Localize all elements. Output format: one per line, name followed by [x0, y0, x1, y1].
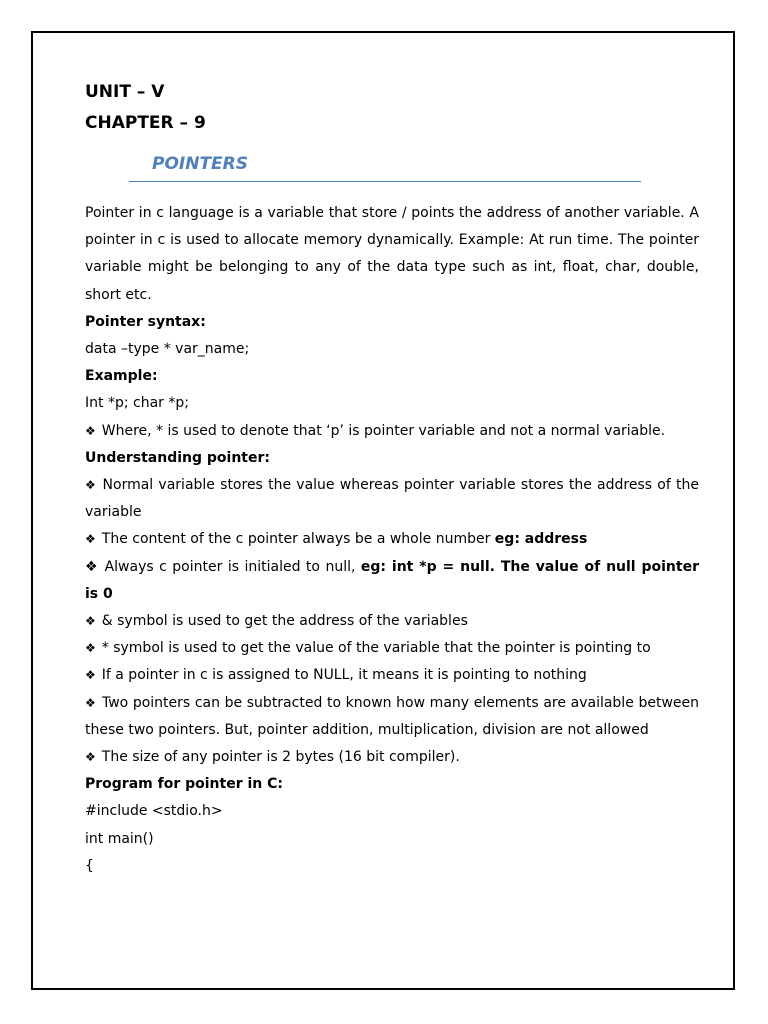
bullet-icon: ❖: [85, 668, 96, 683]
bullet-bold-text: eg: address: [494, 531, 588, 548]
bullet-icon: ❖: [85, 695, 96, 710]
bullet-bold-text: eg: int *p = null. The value of null pointer is 0: [85, 558, 699, 602]
example-heading: Example:: [85, 368, 158, 385]
bullet-text: * symbol is used to get the value of the variable that the pointer is pointing to: [101, 640, 651, 657]
bullet-icon: ❖: [85, 750, 96, 765]
list-item: [85, 608, 699, 635]
bullet-icon: ❖: [85, 423, 96, 438]
bullet-text: The content of the c pointer always be a whole number: [101, 531, 495, 548]
list-item: [85, 526, 699, 553]
intro-paragraph: Pointer in c language is a variable that store / points the address of another variable. A pointer in c is used to allocate memory dynamically. Example: At run time. The pointer variable might be belonging to any of the data type such as int, float, char, double, short etc.: [85, 205, 699, 303]
syntax-heading: Pointer syntax:: [85, 313, 206, 330]
bullet-text: Two pointers can be subtracted to known how many elements are available between these two pointers. But, pointer addition, multiplication, division are not allowed: [85, 694, 699, 738]
example-note: Where, * is used to denote that ‘p’ is pointer variable and not a normal variable.: [101, 422, 666, 439]
understanding-heading: Understanding pointer:: [85, 449, 270, 466]
example-code: Int *p; char *p;: [85, 395, 189, 412]
body-text: [85, 200, 699, 880]
code-line: #include <stdio.h>: [85, 803, 223, 820]
document-body: [85, 80, 699, 880]
bullet-icon: ❖: [85, 478, 97, 493]
bullet-text: Normal variable stores the value whereas pointer variable stores the address of the variable: [85, 477, 699, 521]
bullet-text: & symbol is used to get the address of the variables: [101, 613, 468, 630]
bullet-text: Always c pointer is initialed to null,: [104, 558, 361, 575]
code-line: int main(): [85, 830, 154, 847]
list-item: [85, 472, 699, 526]
list-item: [85, 690, 699, 744]
bullet-icon: ❖: [85, 532, 96, 547]
bullet-icon: ❖: [85, 641, 96, 656]
code-line: {: [85, 857, 94, 874]
bullet-text: If a pointer in c is assigned to NULL, it means it is pointing to nothing: [101, 667, 587, 684]
page-title: POINTERS: [152, 154, 249, 174]
chapter-heading: CHAPTER – 9: [85, 113, 206, 133]
list-item: [85, 418, 699, 445]
list-item: [85, 662, 699, 689]
bullet-icon: ❖: [85, 558, 99, 575]
bullet-text: The size of any pointer is 2 bytes (16 bit compiler).: [101, 749, 460, 766]
list-item: [85, 554, 699, 608]
syntax-code: data –type * var_name;: [85, 341, 250, 358]
list-item: [85, 635, 699, 662]
list-item: [85, 744, 699, 771]
unit-heading: UNIT – V: [85, 82, 165, 102]
bullet-icon: ❖: [85, 614, 96, 629]
program-heading: Program for pointer in C:: [85, 776, 283, 793]
title-block: [129, 152, 641, 182]
